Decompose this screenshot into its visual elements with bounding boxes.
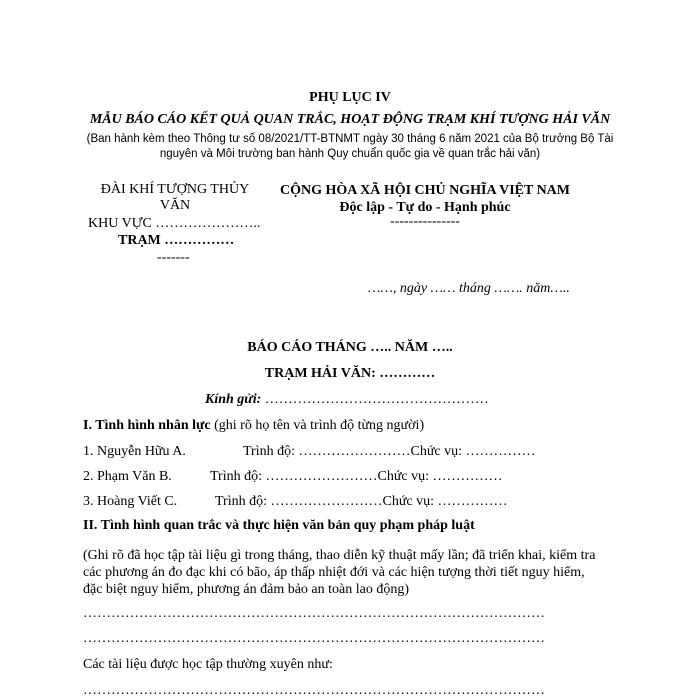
recipient-line: [205, 392, 489, 408]
national-motto: Độc lập - Tự do - Hạnh phúc: [339, 200, 511, 215]
materials-label: Các tài liệu được học tập thường xuyên như:: [83, 657, 333, 672]
section1-heading-text: I. Tình hình nhân lực: [83, 418, 211, 433]
agency-line1: ĐÀI KHÍ TƯỢNG THỦY: [100, 182, 250, 197]
section2-description: (Ghi rõ đã học tập tài liệu gì trong tháng, thao diễn kỹ thuật mấy lần; đã triển khai, kiểm tra các phương án đo đạc khi có bão, áp thấp nhiệt đới và các hiện tượng thời tiết nguy hiểm, đặc biệt nguy hiểm, phương án đảm bảo an toàn lao động): [83, 548, 596, 597]
staff-level: Trình độ: ……………………Chức vụ: ……………: [210, 469, 503, 484]
recipient-label: Kính gửi:: [205, 392, 262, 407]
left-dashes: -------: [157, 250, 190, 265]
report-station: TRẠM HẢI VĂN: …………: [264, 366, 436, 381]
report-title: BÁO CÁO THÁNG ….. NĂM …..: [247, 340, 453, 355]
recipient-dots: …………………………………………: [261, 392, 489, 407]
dotted-line: ………………………………………………………………………………………: [83, 683, 545, 698]
country-name: CỘNG HÒA XÃ HỘI CHỦ NGHĨA VIỆT NAM: [279, 183, 570, 198]
section1-heading: [83, 418, 424, 434]
appendix-title: PHỤ LỤC IV: [309, 90, 391, 105]
dotted-line: ………………………………………………………………………………………: [83, 631, 545, 646]
staff-name: 1. Nguyễn Hữu A.: [83, 444, 186, 459]
section2-heading: II. Tình hình quan trắc và thực hiện văn bản quy phạm pháp luật: [83, 518, 475, 533]
staff-name: 2. Phạm Văn B.: [83, 469, 172, 484]
right-dashes: ---------------: [390, 214, 460, 229]
region-line: KHU VỰC …………………..: [88, 216, 261, 231]
staff-name: 3. Hoàng Viết C.: [83, 494, 178, 509]
issued-note: (Ban hành kèm theo Thông tư số 08/2021/TT-BTNMT ngày 30 tháng 6 năm 2021 của Bộ trưởng Bộ Tài nguyên và Môi trường ban hành Quy chuẩn quốc gia về quan trắc hải văn): [86, 133, 614, 160]
section1-heading-note: (ghi rõ họ tên và trình độ từng người): [210, 418, 425, 433]
agency-line2: VĂN: [159, 198, 191, 213]
staff-level: Trình độ: ……………………Chức vụ: ……………: [243, 444, 536, 459]
date-line: ……, ngày …… tháng ……. năm…..: [368, 281, 570, 296]
staff-level: Trình độ: ……………………Chức vụ: ……………: [215, 494, 508, 509]
dotted-line: ………………………………………………………………………………………: [83, 606, 545, 621]
form-title: MẪU BÁO CÁO KẾT QUẢ QUAN TRẮC, HOẠT ĐỘNG TRẠM KHÍ TƯỢNG HẢI VĂN: [89, 112, 611, 127]
station-line: TRẠM ……………: [118, 233, 235, 248]
